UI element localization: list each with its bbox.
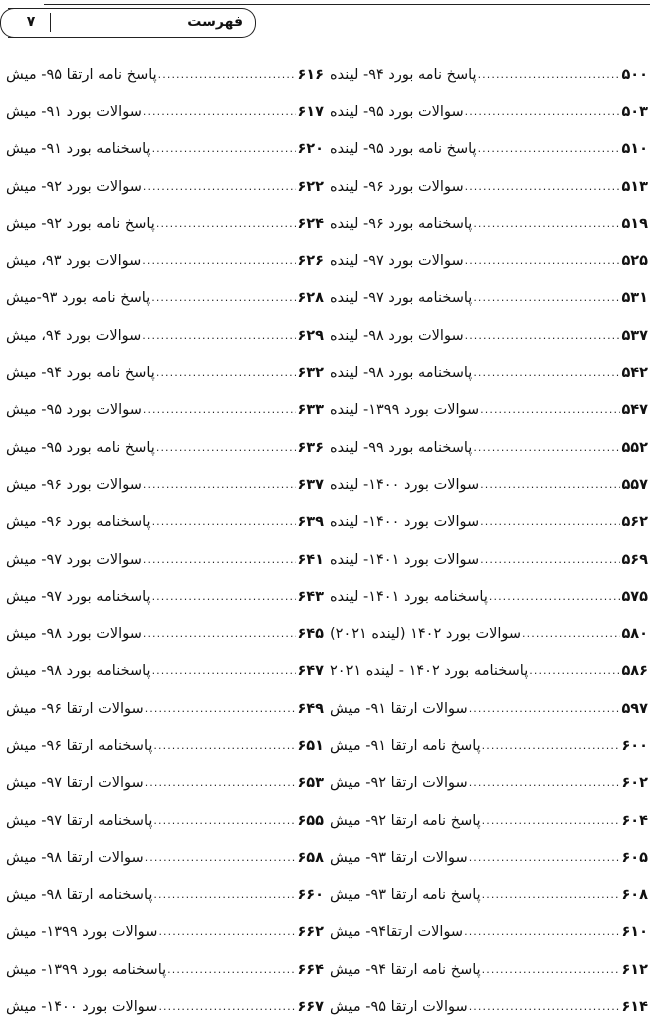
toc-entry[interactable] — [6, 168, 324, 205]
toc-entry-page: ۵۷۵ — [621, 588, 648, 605]
toc-entry-page: ۶۴۹ — [297, 700, 324, 717]
toc-entry[interactable] — [330, 914, 648, 951]
toc-entry[interactable] — [6, 392, 324, 429]
toc-dot-leader — [529, 663, 620, 679]
toc-entry-title: سوالات بورد ۱۴۰۰- لینده — [330, 514, 480, 531]
toc-dot-leader — [153, 887, 296, 903]
toc-dot-leader — [480, 477, 620, 493]
toc-entry-page: ۶۵۳ — [297, 775, 324, 792]
toc-entry-title: پاسخ نامه ارتقا ۹۱- میش — [330, 737, 481, 754]
toc-entry-page: ۵۹۷ — [621, 700, 648, 717]
toc-entry-title: پاسخنامه ارتقا ۹۷- میش — [6, 812, 153, 829]
toc-dot-leader — [482, 962, 621, 978]
toc-entry-title: پاسخنامه بورد ۹۶- میش — [6, 514, 151, 531]
toc-dot-leader — [151, 290, 296, 306]
toc-dot-leader — [167, 962, 296, 978]
toc-entry-title: سوالات ارتقا ۹۶- میش — [6, 700, 144, 717]
toc-entry[interactable] — [330, 802, 648, 839]
toc-dot-leader — [152, 514, 297, 530]
toc-entry-title: پاسخنامه بورد ۱۴۰۲ - لینده ۲۰۲۱ — [330, 663, 529, 680]
toc-entry[interactable] — [330, 168, 648, 205]
toc-entry-title: سوالات بورد ۱۴۰۰- لینده — [330, 476, 480, 493]
toc-entry[interactable] — [6, 205, 324, 242]
toc-dot-leader — [464, 924, 620, 940]
toc-dot-leader — [152, 663, 297, 679]
toc-entry-title: سوالات بورد ۹۱- میش — [6, 103, 142, 120]
toc-entry-page: ۶۶۰ — [297, 887, 324, 904]
toc-dot-leader — [465, 104, 621, 120]
toc-entry-title: سوالات ارتقا ۹۵- میش — [330, 999, 468, 1016]
toc-entry[interactable] — [330, 578, 648, 615]
toc-entry[interactable] — [6, 839, 324, 876]
toc-entry-page: ۶۰۸ — [621, 887, 648, 904]
toc-entry-page: ۵۰۰ — [621, 66, 648, 83]
toc-dot-leader — [473, 216, 620, 232]
toc-entry-title: سوالات بورد ۱۴۰۰- میش — [6, 999, 158, 1016]
toc-entry[interactable] — [6, 988, 324, 1025]
toc-dot-leader — [465, 253, 621, 269]
toc-entry-page: ۵۶۲ — [621, 514, 648, 531]
toc-entry[interactable] — [330, 429, 648, 466]
toc-dot-leader — [152, 141, 297, 157]
toc-entry[interactable] — [6, 317, 324, 354]
toc-entry-title: سوالات ارتقا ۹۳- میش — [330, 849, 468, 866]
toc-entry-page: ۵۸۶ — [621, 663, 648, 680]
toc-entry[interactable] — [6, 578, 324, 615]
toc-entry-page: ۶۲۰ — [297, 141, 324, 158]
toc-dot-leader — [158, 67, 297, 83]
toc-entry-title: پاسخنامه بورد ۹۱- میش — [6, 141, 151, 158]
toc-entry[interactable] — [330, 727, 648, 764]
toc-dot-leader — [478, 141, 621, 157]
toc-entry[interactable] — [330, 504, 648, 541]
toc-entry-page: ۶۶۲ — [297, 924, 324, 941]
toc-entry-page: ۵۰۳ — [621, 103, 648, 120]
toc-entry-page: ۵۲۵ — [621, 253, 648, 270]
toc-dot-leader — [482, 738, 621, 754]
toc-entry-page: ۶۱۶ — [297, 66, 324, 83]
toc-entry-page: ۶۴۵ — [297, 626, 324, 643]
toc-entry-title: سوالات ارتقا۹۴- میش — [330, 924, 464, 941]
toc-dot-leader — [482, 887, 621, 903]
toc-entry-title: پاسخنامه بورد ۹۷- لینده — [330, 290, 473, 307]
toc-dot-leader — [465, 328, 621, 344]
toc-entry-page: ۶۵۱ — [297, 737, 324, 754]
toc-entry-page: ۶۶۴ — [297, 961, 324, 978]
toc-entry[interactable] — [330, 690, 648, 727]
toc-entry-title: سوالات بورد ۱۴۰۱- لینده — [330, 551, 480, 568]
toc-entry-title: پاسخنامه ارتقا ۹۶- میش — [6, 737, 153, 754]
toc-entry-title: سوالات بورد ۹۸- میش — [6, 626, 142, 643]
toc-entry[interactable] — [330, 839, 648, 876]
toc-entry-title: سوالات بورد ۱۳۹۹- لینده — [330, 402, 480, 419]
toc-entry-title: پاسخنامه بورد ۹۷- میش — [6, 588, 151, 605]
toc-entry[interactable] — [330, 877, 648, 914]
toc-dot-leader — [473, 365, 620, 381]
toc-entry-title: سوالات ارتقا ۹۲- میش — [330, 775, 468, 792]
toc-entry-page: ۶۲۴ — [297, 215, 324, 232]
toc-dot-leader — [489, 589, 621, 605]
toc-dot-leader — [143, 626, 297, 642]
toc-dot-leader — [469, 701, 621, 717]
toc-entry[interactable] — [6, 56, 324, 93]
toc-entry-title: پاسخ نامه بورد ۹۴- میش — [6, 365, 155, 382]
toc-entry-page: ۶۲۸ — [297, 290, 324, 307]
toc-entry-title: پاسخ نامه بورد ۹۵- میش — [6, 439, 155, 456]
toc-entry[interactable] — [330, 242, 648, 279]
toc-entry-title: سوالات بورد ۹۷- لینده — [330, 253, 464, 270]
toc-entry-title: پاسخنامه بورد ۹۹- لینده — [330, 439, 473, 456]
toc-entry-page: ۶۱۷ — [297, 103, 324, 120]
toc-dot-leader — [142, 253, 296, 269]
toc-entry[interactable] — [330, 988, 648, 1025]
toc-entry-page: ۵۴۷ — [621, 402, 648, 419]
toc-entry-page: ۶۳۲ — [297, 365, 324, 382]
toc-entry-title: پاسخ نامه بورد ۹۲- میش — [6, 215, 155, 232]
toc-entry-page: ۶۳۷ — [297, 476, 324, 493]
toc-entry[interactable] — [6, 504, 324, 541]
toc-entry-title: پاسخ نامه بورد ۹۵- لینده — [330, 141, 477, 158]
toc-entry-page: ۶۵۸ — [297, 849, 324, 866]
toc-entry-title: سوالات بورد ۹۴، میش — [6, 327, 142, 344]
toc-entry-page: ۶۱۰ — [621, 924, 648, 941]
toc-entry-title: پاسخ نامه ارتقا ۹۴- میش — [330, 961, 481, 978]
toc-dot-leader — [480, 402, 620, 418]
toc-entry-title: سوالات بورد ۹۵- میش — [6, 402, 142, 419]
toc-entry-title: سوالات بورد ۹۲- میش — [6, 178, 142, 195]
header-rule — [44, 4, 650, 5]
toc-entry-title: پاسخنامه بورد ۹۶- لینده — [330, 215, 473, 232]
toc-entry[interactable] — [6, 280, 324, 317]
toc-entry-title: پاسخنامه بورد ۱۳۹۹- میش — [6, 961, 167, 978]
toc-entry[interactable] — [330, 392, 648, 429]
toc-entry-page: ۶۲۶ — [297, 253, 324, 270]
toc-entry[interactable] — [6, 802, 324, 839]
toc-entry-page: ۶۰۰ — [621, 737, 648, 754]
toc-entry-title: پاسخنامه ارتقا ۹۸- میش — [6, 887, 153, 904]
toc-dot-leader — [156, 440, 297, 456]
toc-dot-leader — [469, 850, 621, 866]
page-number: ۷ — [26, 14, 36, 30]
toc-entry-page: ۶۶۷ — [297, 999, 324, 1016]
toc-entry-page: ۶۳۶ — [297, 439, 324, 456]
toc-entry[interactable] — [6, 615, 324, 652]
toc-entry[interactable] — [330, 56, 648, 93]
toc-entry-title: سوالات بورد ۹۶- لینده — [330, 178, 464, 195]
toc-dot-leader — [145, 850, 297, 866]
toc-entry-title: سوالات بورد ۹۶- میش — [6, 476, 142, 493]
toc-dot-leader — [143, 552, 297, 568]
toc-dot-leader — [142, 328, 296, 344]
toc-entry-page: ۶۳۹ — [297, 514, 324, 531]
toc-entry-page: ۵۱۳ — [621, 178, 648, 195]
toc-entry-page: ۶۰۴ — [621, 812, 648, 829]
toc-dot-leader — [152, 589, 297, 605]
toc-entry[interactable] — [330, 131, 648, 168]
toc-entry[interactable] — [6, 877, 324, 914]
toc-entry-page: ۵۱۰ — [621, 141, 648, 158]
toc-dot-leader — [143, 104, 297, 120]
toc-entry-title: سوالات بورد ۹۷- میش — [6, 551, 142, 568]
toc-entry[interactable] — [6, 765, 324, 802]
toc-dot-leader — [143, 477, 297, 493]
toc-dot-leader — [473, 290, 620, 306]
toc-entry-title: پاسخ نامه بورد ۹۴- لینده — [330, 66, 477, 83]
toc-entry-title: پاسخ نامه ارتقا ۹۵- میش — [6, 66, 157, 83]
toc-entry[interactable] — [6, 466, 324, 503]
toc-entry-title: پاسخ نامه ارتقا ۹۲- میش — [330, 812, 481, 829]
toc-entry[interactable] — [6, 727, 324, 764]
toc-entry[interactable] — [330, 205, 648, 242]
toc-dot-leader — [156, 216, 297, 232]
toc-dot-leader — [156, 365, 297, 381]
toc-entry[interactable] — [6, 429, 324, 466]
toc-entry-title: پاسخنامه بورد ۹۸- میش — [6, 663, 151, 680]
toc-dot-leader — [482, 813, 621, 829]
toc-entry[interactable] — [6, 951, 324, 988]
toc-dot-leader — [143, 179, 297, 195]
toc-entry-page: ۵۵۷ — [621, 476, 648, 493]
toc-dot-leader — [143, 402, 297, 418]
toc-entry-page: ۶۵۵ — [297, 812, 324, 829]
toc-entry-title: پاسخنامه بورد ۹۸- لینده — [330, 365, 473, 382]
toc-entry-page: ۵۳۱ — [621, 290, 648, 307]
toc-entry-title: سوالات بورد ۱۳۹۹- میش — [6, 924, 158, 941]
toc-entry-page: ۵۸۰ — [621, 626, 648, 643]
toc-entry[interactable] — [6, 93, 324, 130]
toc-entry-page: ۶۲۹ — [297, 327, 324, 344]
toc-entry-page: ۵۴۲ — [621, 365, 648, 382]
page-header — [4, 4, 650, 40]
toc-dot-leader — [480, 552, 620, 568]
page-title: فهرست — [187, 14, 243, 30]
toc-entry-page: ۵۱۹ — [621, 215, 648, 232]
toc-dot-leader — [153, 813, 296, 829]
header-separator — [50, 13, 51, 32]
toc-dot-leader — [469, 775, 621, 791]
header-tab — [8, 8, 256, 38]
toc-entry-title: سوالات بورد ۱۴۰۲ (لینده ۲۰۲۱) — [330, 626, 522, 643]
toc-entry[interactable] — [330, 615, 648, 652]
toc-dot-leader — [153, 738, 296, 754]
toc-entry[interactable] — [6, 690, 324, 727]
toc-dot-leader — [478, 67, 621, 83]
toc-entry[interactable] — [6, 131, 324, 168]
toc-entry-page: ۶۰۲ — [621, 775, 648, 792]
toc-entry[interactable] — [6, 914, 324, 951]
toc-entry-title: سوالات بورد ۹۳، میش — [6, 253, 142, 270]
toc-entry-page: ۶۴۳ — [297, 588, 324, 605]
toc-dot-leader — [469, 999, 621, 1015]
toc-entry[interactable] — [6, 653, 324, 690]
toc-dot-leader — [465, 179, 621, 195]
toc-entry-page: ۵۶۹ — [621, 551, 648, 568]
toc-entry-page: ۶۱۴ — [621, 999, 648, 1016]
toc-dot-leader — [522, 626, 620, 642]
toc-entry[interactable] — [330, 765, 648, 802]
toc-entry[interactable] — [330, 93, 648, 130]
toc-entry-page: ۶۴۱ — [297, 551, 324, 568]
toc-entry[interactable] — [330, 951, 648, 988]
toc-entry[interactable] — [6, 242, 324, 279]
toc-entry[interactable] — [6, 354, 324, 391]
toc-dot-leader — [480, 514, 620, 530]
toc-dot-leader — [473, 440, 620, 456]
toc-dot-leader — [145, 701, 297, 717]
toc-dot-leader — [145, 775, 297, 791]
toc-entry-page: ۶۴۷ — [297, 663, 324, 680]
toc-dot-leader — [158, 924, 296, 940]
toc-entry-title: سوالات بورد ۹۸- لینده — [330, 327, 464, 344]
toc-dot-leader — [158, 999, 296, 1015]
toc-entry-title: سوالات ارتقا ۹۷- میش — [6, 775, 144, 792]
toc-entry[interactable] — [6, 541, 324, 578]
toc-entry-title: سوالات ارتقا ۹۱- میش — [330, 700, 468, 717]
toc-entry-page: ۶۲۲ — [297, 178, 324, 195]
toc-entry[interactable] — [330, 653, 648, 690]
toc-entry-title: پاسخنامه بورد ۱۴۰۱- لینده — [330, 588, 488, 605]
toc-entry[interactable] — [330, 354, 648, 391]
toc-entry[interactable] — [330, 466, 648, 503]
toc-entry-title: سوالات ارتقا ۹۸- میش — [6, 849, 144, 866]
toc-entry-page: ۵۳۷ — [621, 327, 648, 344]
toc-entry-page: ۶۱۲ — [621, 961, 648, 978]
toc-entry-page: ۶۳۳ — [297, 402, 324, 419]
toc-entry-page: ۶۰۵ — [621, 849, 648, 866]
toc-entry[interactable] — [330, 541, 648, 578]
toc-entry-page: ۵۵۲ — [621, 439, 648, 456]
toc-entry-title: پاسخ نامه بورد ۹۳-میش — [6, 290, 151, 307]
toc-entry[interactable] — [330, 280, 648, 317]
toc-column-right — [330, 56, 648, 1026]
toc-entry[interactable] — [330, 317, 648, 354]
toc-entry-title: پاسخ نامه ارتقا ۹۳- میش — [330, 887, 481, 904]
toc-entry-title: سوالات بورد ۹۵- لینده — [330, 103, 464, 120]
toc-column-left — [6, 56, 324, 1026]
